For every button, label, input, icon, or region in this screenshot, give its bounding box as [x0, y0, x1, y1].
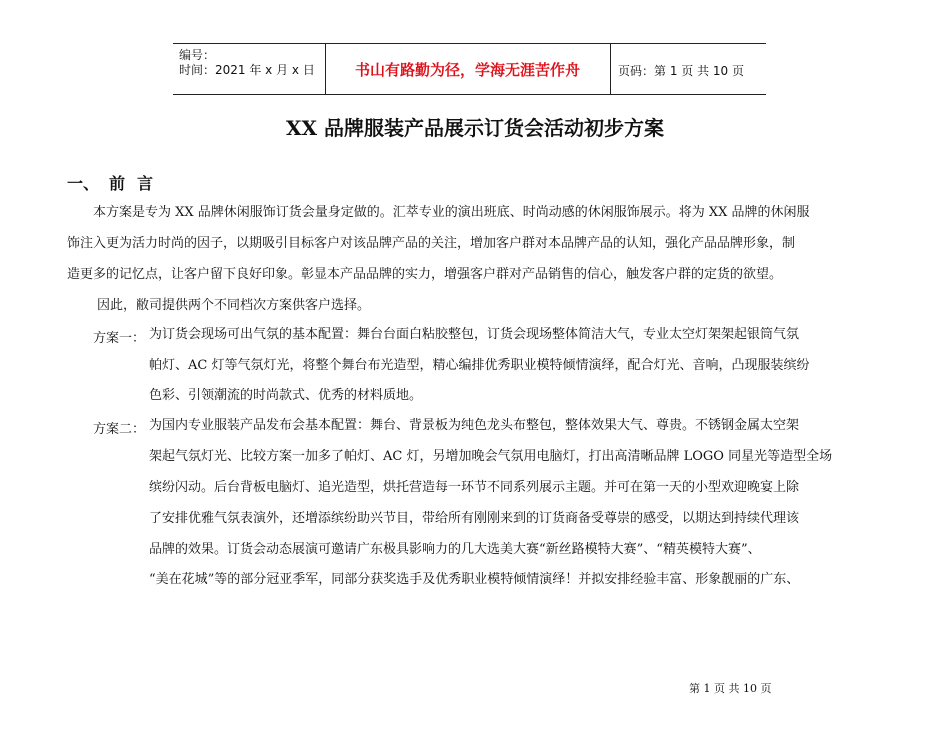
header-page-info: 页码：第 1 页 共 10 页 — [618, 64, 744, 78]
header-meta-cell — [173, 44, 326, 94]
plan2-label: 方案二： — [93, 422, 146, 437]
section-label: 前言 — [109, 174, 166, 193]
document-title: XX 品牌服装产品展示订货会活动初步方案 — [286, 116, 664, 140]
header-motto-cell — [325, 44, 611, 94]
plan2-line: 了安排优雅气氛表演外，还增添缤纷助兴节目，带给所有刚刚来到的订货商备受尊崇的感受，以期达到持续代理该 — [149, 511, 800, 526]
plan2-line: 为国内专业服装产品发布会基本配置：舞台、背景板为纯色龙头布整包，整体效果大气、尊贵。不锈钢金属太空架 — [149, 418, 800, 433]
plan2-line: 缤纷闪动。后台背板电脑灯、追光造型，烘托营造每一环节不同系列展示主题。并可在第一天的小型欢迎晚宴上除 — [149, 480, 800, 495]
header-table — [173, 43, 766, 95]
therefore-line: 因此，敝司提供两个不同档次方案供客户选择。 — [97, 298, 371, 313]
plan2-line: “美在花城”等的部分冠亚季军，同部分获奖选手及优秀职业模特倾情演绎！并拟安排经验丰富、形象靓丽的广东、 — [149, 572, 800, 587]
section-number: 一、 — [67, 174, 100, 193]
plan1-line: 帕灯、AC 灯等气氛灯光，将整个舞台布光造型，精心编排优秀职业模特倾情演绎，配合灯光、音响，凸现服装缤纷 — [149, 358, 810, 373]
intro-line: 饰注入更为活力时尚的因子，以期吸引目标客户对该品牌产品的关注，增加客户群对本品牌产品的认知，强化产品品牌形象，制 — [67, 236, 796, 251]
header-page-cell — [610, 44, 766, 94]
intro-line: 造更多的记忆点，让客户留下良好印象。彰显本产品品牌的实力，增强客户群对产品销售的信心，触发客户群的定货的欲望。 — [67, 267, 783, 282]
plan2-line: 品牌的效果。订货会动态展演可邀请广东极具影响力的几大选美大赛“新丝路模特大赛”、“精英模特大赛”、 — [149, 542, 761, 557]
document-number: 编号： — [179, 48, 216, 62]
plan1-line: 色彩、引领潮流的时尚款式、优秀的材料质地。 — [149, 388, 423, 403]
intro-line: 本方案是专为 XX 品牌休闲服饰订货会量身定做的。汇萃专业的演出班底、时尚动感的休闲服饰展示。将为 XX 品牌的休闲服 — [93, 205, 810, 220]
plan2-line: 架起气氛灯光、比较方案一加多了帕灯、AC 灯，另增加晚会气氛用电脑灯，打出高清晰品牌 LOGO 同星光等造型全场 — [149, 449, 833, 464]
section-heading — [67, 171, 165, 194]
page-footer: 第 1 页 共 10 页 — [689, 682, 772, 695]
document-date: 时间：2021 年 x 月 x 日 — [179, 63, 315, 77]
plan1-label: 方案一： — [93, 331, 146, 346]
plan1-line: 为订货会现场可出气氛的基本配置：舞台台面白粘胶整包，订货会现场整体简洁大气，专业太空灯架架起银筒气氛 — [149, 327, 800, 342]
header-motto: 书山有路勤为径，学海无涯苦作舟 — [354, 61, 580, 79]
